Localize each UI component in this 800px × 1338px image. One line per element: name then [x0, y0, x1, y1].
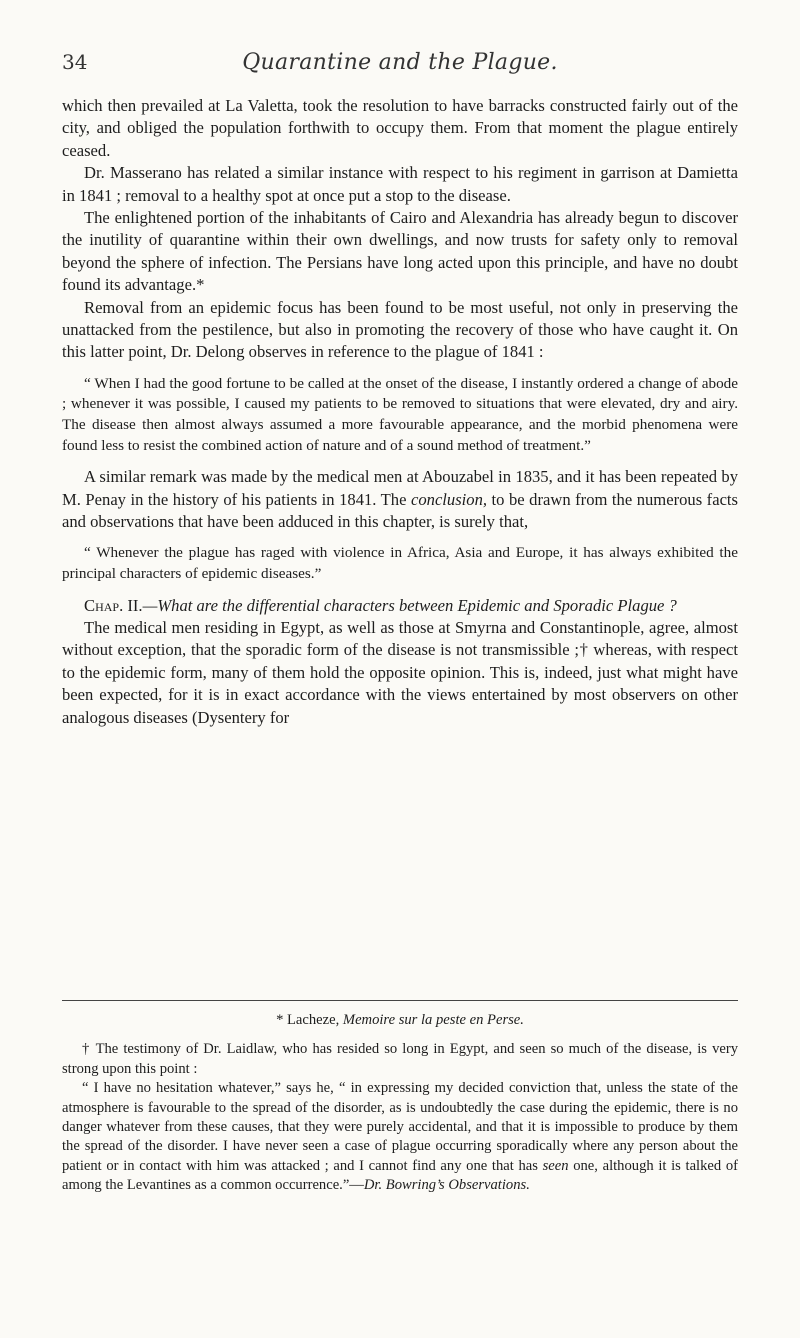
block-quote: “ When I had the good fortune to be called at the onset of the disease, I instantly ordered a change of abode ; whenever it was possible, I caused my patients to be removed to situations that were elevated, dry and airy. The disease then almost always assumed a more favourable appearance, and the morbid phenomena were found less to resist the combined action of nature and of a sound method of treatment.”	[62, 374, 738, 454]
emphasis: conclusion,	[410, 489, 488, 509]
running-title: Quarantine and the Plague.	[242, 50, 558, 75]
text-run: A similar remark was made by the medical men at Abouzabel in 1835, and it has been repeated by M. Penay in the history of his patients in 1841. The	[62, 467, 738, 509]
text-run: “ I have no hesitation whatever,” says he, “ in expressing my decided conviction that, unless the state of the atmosphere is favourable to the spread of the disorder, as is undoubtedly the case during the epidemic, there is no danger whatever from these causes, that they were purely accidental, and that it is impossible to produce by them the spread of the disorder. I have never seen a case of plague occurring sporadically where any person about the patient or in contact with him was attacked ; and I cannot find any one that has	[62, 1080, 738, 1174]
chapter-heading	[62, 595, 738, 617]
page-number: 34	[62, 50, 88, 74]
paragraph: The enlightened portion of the inhabitants of Cairo and Alexandria has already begun to discover the inutility of quarantine within their own dwellings, and now trusts for safety only to removal beyond the sphere of infection. The Persians have long acted upon this principle, and have no doubt found its advantage.*	[62, 208, 738, 295]
text-run: * Lacheze,	[276, 1012, 343, 1028]
footnote	[62, 1079, 738, 1195]
paragraph: which then prevailed at La Valetta, took the resolution to have barracks constructed fairly out of the city, and obliged the population forthwith to occupy them. From that moment the plague entirely ceased.	[62, 96, 738, 160]
paragraph	[62, 466, 738, 533]
citation-source: Dr. Bowring’s Observations.	[363, 1177, 530, 1194]
page-header	[0, 50, 800, 84]
footnote-divider	[62, 1000, 738, 1001]
paragraph: Dr. Masserano has related a similar instance with respect to his regiment in garrison at Damietta in 1841 ; removal to a healthy spot at once put a stop to the disease.	[62, 163, 738, 205]
footnotes	[62, 1011, 738, 1196]
main-text	[62, 95, 738, 729]
emphasis: seen	[542, 1157, 569, 1174]
citation-title: Memoire sur la peste en Perse.	[342, 1012, 524, 1028]
block-quote: “ Whenever the plague has raged with violence in Africa, Asia and Europe, it has always exhibited the principal characters of epidemic diseases.”	[62, 544, 738, 583]
chapter-question: —What are the differential characters between Epidemic and Sporadic Plague ?	[142, 595, 677, 615]
footnote	[62, 1011, 738, 1030]
chapter-label: Chap. II.	[84, 595, 143, 615]
footnote: † The testimony of Dr. Laidlaw, who has resided so long in Egypt, and seen so much of the disease, is very strong upon this point :	[62, 1041, 738, 1077]
paragraph: The medical men residing in Egypt, as well as those at Smyrna and Constantinople, agree, almost without exception, that the sporadic form of the disease is not transmissible ;† whereas, with respect to the epidemic form, many of them hold the opposite opinion. This is, indeed, just what might have been expected, for it is in exact accordance with the views entertained by most observers on other analogous diseases (Dysentery for	[62, 618, 738, 727]
text-run: to be drawn from the numerous facts and observations that have been adduced in this chapter, is surely that,	[62, 489, 738, 532]
text-run: one, although it is talked of among the Levantines as a common occurrence.”—	[62, 1157, 739, 1194]
paragraph: Removal from an epidemic focus has been found to be most useful, not only in preserving the unattacked from the pestilence, but also in promoting the recovery of those who have caught it. On this latter point, Dr. Delong observes in reference to the plague of 1841 :	[62, 297, 738, 362]
